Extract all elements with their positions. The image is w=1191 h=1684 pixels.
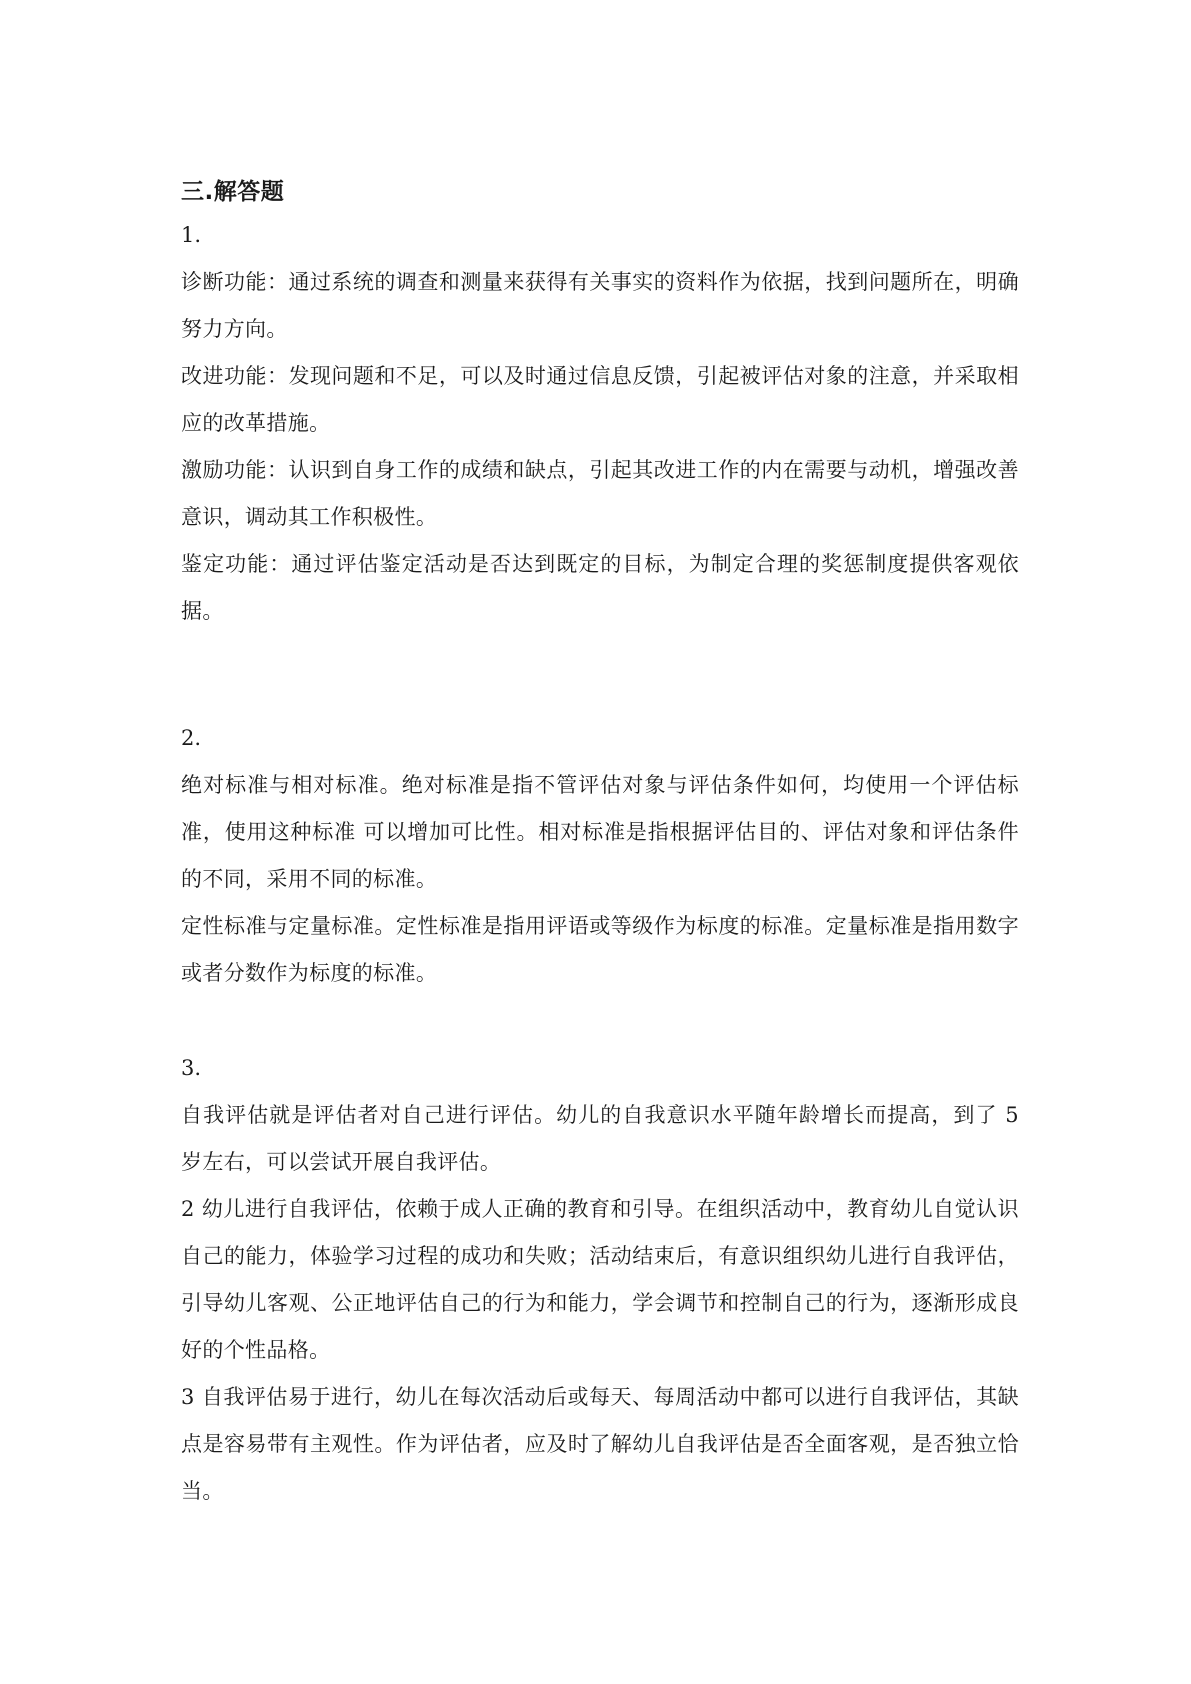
answer-paragraph: 鉴定功能：通过评估鉴定活动是否达到既定的目标，为制定合理的奖惩制度提供客观依据。 [181, 552, 1019, 623]
answer-paragraph: 3 自我评估易于进行，幼儿在每次活动后或每天、每周活动中都可以进行自我评估，其缺点是容易带有主观性。作为评估者，应及时了解幼儿自我评估是否全面客观，是否独立恰当。 [181, 1385, 1019, 1503]
question-1 [181, 212, 1019, 635]
answer-paragraph: 诊断功能：通过系统的调查和测量来获得有关事实的资料作为依据，找到问题所在，明确努力方向。 [181, 270, 1019, 341]
answer-paragraph: 绝对标准与相对标准。绝对标准是指不管评估对象与评估条件如何，均使用一个评估标准，使用这种标准 可以增加可比性。相对标准是指根据评估目的、评估对象和评估条件的不同，采用不同的标准。 [181, 773, 1019, 891]
question-number: 3. [181, 1056, 202, 1080]
answer-paragraph: 激励功能：认识到自身工作的成绩和缺点，引起其改进工作的内在需要与动机，增强改善意识，调动其工作积极性。 [181, 458, 1019, 529]
spacer [181, 997, 1019, 1045]
answer-paragraph: 自我评估就是评估者对自己进行评估。幼儿的自我意识水平随年龄增长而提高，到了 5 岁左右，可以尝试开展自我评估。 [181, 1103, 1019, 1174]
spacer [181, 635, 1019, 715]
question-number: 2. [181, 726, 202, 750]
section-heading: 三.解答题 [181, 179, 285, 205]
answer-paragraph: 2 幼儿进行自我评估，依赖于成人正确的教育和引导。在组织活动中，教育幼儿自觉认识自己的能力，体验学习过程的成功和失败；活动结束后，有意识组织幼儿进行自我评估，引导幼儿客观、公正地评估自己的行为和能力，学会调节和控制自己的行为，逐渐形成良好的个性品格。 [181, 1197, 1019, 1362]
document-page [181, 172, 1019, 1515]
answer-paragraph: 定性标准与定量标准。定性标准是指用评语或等级作为标度的标准。定量标准是指用数字或者分数作为标度的标准。 [181, 914, 1019, 985]
question-3 [181, 1045, 1019, 1515]
question-number: 1. [181, 223, 202, 247]
question-2 [181, 715, 1019, 997]
answer-paragraph: 改进功能：发现问题和不足，可以及时通过信息反馈，引起被评估对象的注意，并采取相应的改革措施。 [181, 364, 1019, 435]
